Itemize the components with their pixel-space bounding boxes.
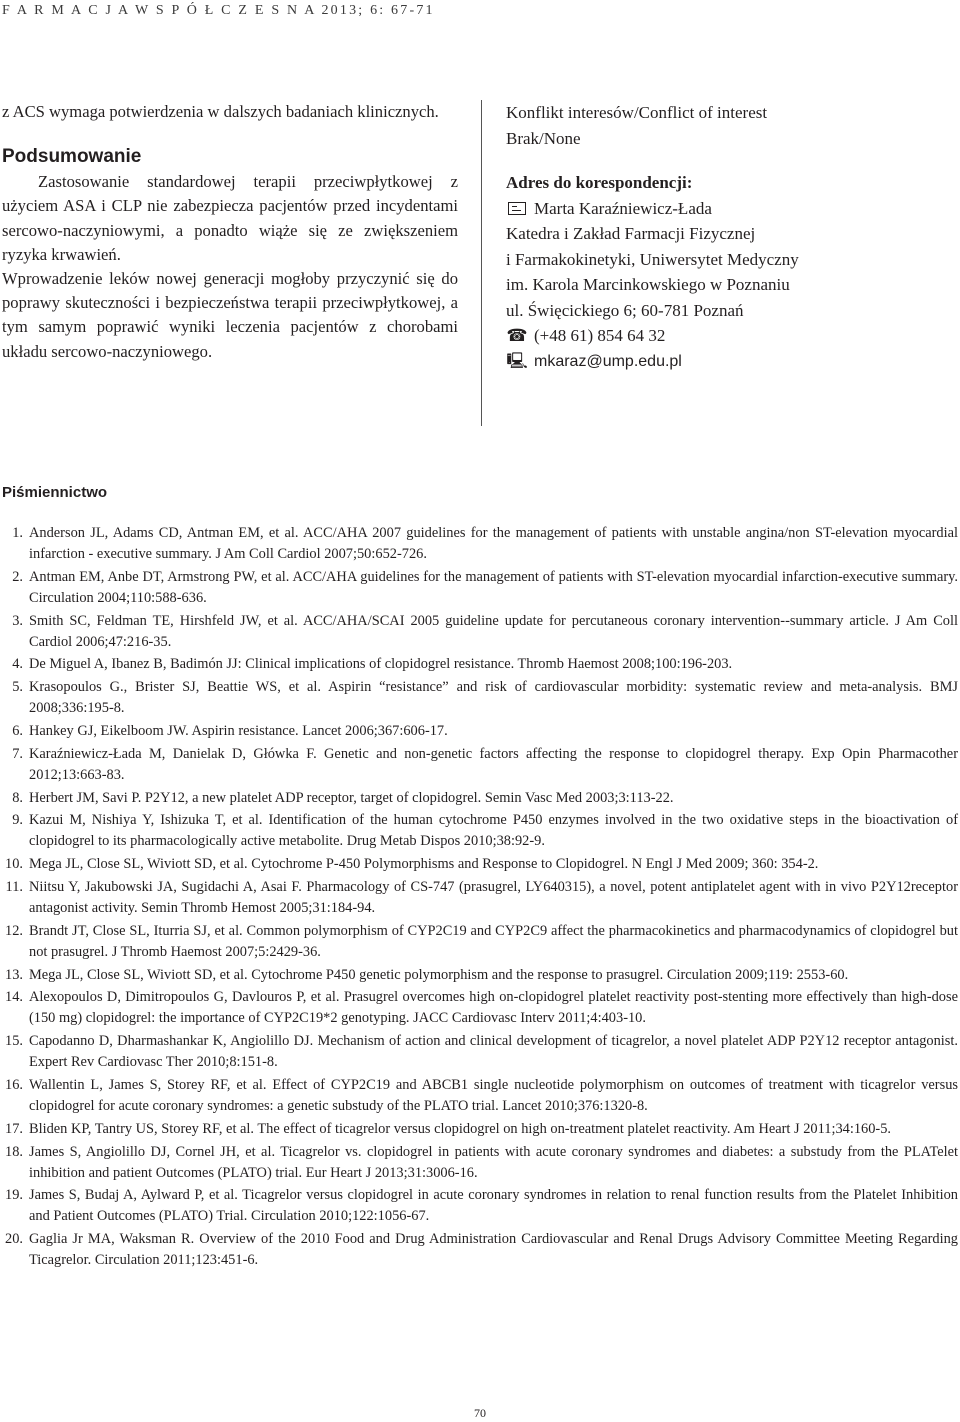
running-head: F A R M A C J A W S P Ó Ł C Z E S N A 2013; 6: 67-71 — [2, 3, 435, 18]
column-divider — [481, 100, 482, 426]
summary-paragraph-2: Wprowadzenie leków nowej generacji mogłoby przyczynić się do poprawy skuteczności i bezpieczeństwa terapii przeciwpłytkowej, a tym samym poprawić wyniki leczenia pacjentów z chorobami układu sercowo-naczyniowego. — [2, 269, 458, 361]
reference-item — [2, 987, 958, 1029]
university: im. Karola Marcinkowskiego w Poznaniu — [506, 275, 790, 294]
department: Katedra i Zakład Farmacji Fizycznej — [506, 224, 756, 243]
phone-line — [506, 323, 946, 349]
reference-item — [2, 854, 958, 875]
reference-item — [2, 1185, 958, 1227]
reference-number: 16. — [5, 1076, 23, 1093]
reference-number: 10. — [5, 856, 23, 873]
conflict-value: Brak/None — [506, 128, 581, 148]
phone-number: (+48 61) 854 64 32 — [534, 326, 666, 345]
reference-number: 9. — [12, 812, 23, 829]
references-heading: Piśmiennictwo — [2, 484, 108, 501]
department-2: i Farmakokinetyki, Uniwersytet Medyczny — [506, 249, 799, 269]
email-line — [506, 349, 946, 375]
reference-text: Smith SC, Feldman TE, Hirshfeld JW, et al. ACC/AHA/SCAI 2005 guideline update for percutaneous coronary intervention--summary article. J Am Coll Cardiol 2006;47:216-35. — [29, 612, 958, 650]
reference-text: Hankey GJ, Eikelboom JW. Aspirin resistance. Lancet 2006;367:606-17. — [29, 722, 448, 739]
phone-icon: ☎ — [506, 326, 528, 345]
reference-item — [2, 654, 958, 675]
reference-number: 11. — [5, 878, 23, 895]
reference-item — [2, 677, 958, 719]
reference-number: 7. — [12, 745, 23, 762]
reference-number: 12. — [5, 922, 23, 939]
reference-number: 18. — [5, 1143, 23, 1160]
reference-item — [2, 744, 958, 786]
email-link[interactable]: mkaraz@ump.edu.pl — [534, 352, 682, 370]
reference-number: 20. — [5, 1231, 23, 1248]
reference-text: Capodanno D, Dharmashankar K, Angiolillo DJ. Mechanism of action and clinical development of ticagrelor, a novel platelet ADP P2Y12 receptor antagonist. Expert Rev Cardiovasc Ther 2010;8:151-8. — [29, 1033, 958, 1071]
reference-item — [2, 788, 958, 809]
page-number: 70 — [474, 1406, 486, 1420]
reference-number: 3. — [12, 612, 23, 629]
reference-item — [2, 1075, 958, 1117]
reference-text: Gaglia Jr MA, Waksman R. Overview of the 2010 Food and Drug Administration Cardiovascular and Renal Drugs Advisory Committee Meeting Regarding Ticagrelor. Circulation 2011;123:451-6. — [29, 1231, 958, 1269]
summary-paragraph-1: Zastosowanie standardowej terapii przeciwpłytkowej z użyciem ASA i CLP nie zabezpiecza pacjentów przed incydentami sercowo-naczyniowymi, a ponadto wiąże się ze zwiększeniem ryzyka krwawień. — [2, 172, 458, 264]
reference-text: Anderson JL, Adams CD, Antman EM, et al. ACC/AHA 2007 guidelines for the management of patients with unstable angina/non ST-elevation myocardial infarction - executive summary. J Am Coll Cardiol 2007;50:652-726. — [29, 525, 958, 562]
reference-text: Krasopoulos G., Brister SJ, Beattie WS, et al. Aspirin “resistance” and risk of cardiovascular morbidity: systematic review and meta-analysis. BMJ 2008;336:195-8. — [29, 679, 958, 717]
reference-number: 8. — [12, 789, 23, 806]
reference-number: 19. — [5, 1187, 23, 1204]
street: ul. Święcickiego 6; 60-781 Poznań — [506, 300, 744, 320]
summary-heading: Podsumowanie — [2, 146, 142, 168]
reference-number: 17. — [5, 1120, 23, 1137]
reference-text: Wallentin L, James S, Storey RF, et al. Effect of CYP2C19 and ABCB1 single nucleotide polymorphism on outcomes of treatment with ticagrelor versus clopidogrel for acute coronary syndromes: a genetic substudy of the PLATO trial. Lancet 2010;376:1320-8. — [29, 1076, 958, 1114]
reference-item — [2, 1031, 958, 1073]
reference-text: Bliden KP, Tantry US, Storey RF, et al. The effect of ticagrelor versus clopidogrel on high on-treatment platelet reactivity. Am Heart J 2011;34:160-5. — [29, 1120, 892, 1137]
reference-number: 15. — [5, 1033, 23, 1050]
reference-text: Niitsu Y, Jakubowski JA, Sugidachi A, Asai F. Pharmacology of CS-747 (prasugrel, LY640315), a novel, potent antiplatelet agent with in vivo P2Y12receptor antagonist activity. Semin Thromb Hemost 2005;31:184-94. — [29, 878, 958, 916]
intro-continuation: z ACS wymaga potwierdzenia w dalszych badaniach klinicznych. — [2, 102, 439, 121]
contact-name: Marta Karaźniewicz-Łada — [534, 198, 712, 218]
reference-item — [2, 611, 958, 653]
reference-item — [2, 810, 958, 852]
reference-item — [2, 965, 958, 986]
reference-text: Alexopoulos D, Dimitropoulos G, Davlouros P, et al. Prasugrel overcomes high on-clopidogrel platelet reactivity post-stenting more effectively than high-dose (150 mg) clopidogrel: the importance of CYP2C19*2 genotyping. JACC Cardiovasc Interv 2011;4:403-10. — [29, 989, 958, 1027]
reference-number: 14. — [5, 989, 23, 1006]
reference-text: James S, Budaj A, Aylward P, et al. Ticagrelor versus clopidogrel in acute coronary syndromes in relation to renal function results from the Platelet Inhibition and Patient Outcomes (PLATO) Trial. Circulation 2010;122:1056-67. — [29, 1187, 958, 1225]
reference-text: Karaźniewicz-Łada M, Danielak D, Główka F. Genetic and non-genetic factors affecting the response to clopidogrel therapy. Exp Opin Pharmacother 2012;13:663-83. — [29, 745, 958, 783]
reference-text: James S, Angiolillo DJ, Cornel JH, et al. Ticagrelor vs. clopidogrel in patients with acute coronary syndromes and diabetes: a substudy from the PLATelet inhibition and patient Outcomes (PLATO) trial. Eur Heart J 2013;31:3006-16. — [29, 1143, 958, 1181]
address-heading: Adres do korespondencji: — [506, 173, 693, 192]
conflict-label: Konflikt interesów/Conflict of interest — [506, 103, 768, 122]
envelope-icon — [506, 196, 528, 222]
left-column — [2, 100, 458, 364]
reference-item — [2, 1142, 958, 1184]
reference-item — [2, 921, 958, 963]
contact-name-line — [506, 196, 946, 222]
reference-text: De Miguel A, Ibanez B, Badimón JJ: Clinical implications of clopidogrel resistance. Thromb Haemost 2008;100:196-203. — [29, 656, 733, 673]
reference-text: Herbert JM, Savi P. P2Y12, a new platelet ADP receptor, target of clopidogrel. Semin Vasc Med 2003;3:113-22. — [29, 789, 674, 806]
reference-item — [2, 721, 958, 742]
reference-text: Antman EM, Anbe DT, Armstrong PW, et al. ACC/AHA guidelines for the management of patients with ST-elevation myocardial infarction-executive summary. Circulation 2004;110:588-636. — [29, 568, 958, 606]
reference-text: Mega JL, Close SL, Wiviott SD, et al. Cytochrome P450 genetic polymorphism and the response to prasugrel. Circulation 2009;119: 2553-60. — [29, 966, 849, 983]
reference-number: 4. — [12, 656, 23, 673]
reference-text: Kazui M, Nishiya Y, Ishizuka T, et al. Identification of the human cytochrome P450 enzymes involved in the two oxidative steps in the bioactivation of clopidogrel to its pharmacologically active metabolite. Drug Metab Dispos 2010;38:92-9. — [29, 812, 958, 850]
reference-number: 5. — [12, 679, 23, 696]
reference-item — [2, 1119, 958, 1140]
reference-item — [2, 877, 958, 919]
reference-number: 13. — [5, 966, 23, 983]
reference-item — [2, 1229, 958, 1271]
reference-number: 6. — [12, 722, 23, 739]
reference-text: Brandt JT, Close SL, Iturria SJ, et al. Common polymorphism of CYP2C19 and CYP2C9 affect the pharmacokinetics and pharmacodynamics of clopidogrel but not prasugrel. J Thromb Haemost 2007;5:2429-36. — [29, 922, 958, 960]
reference-text: Mega JL, Close SL, Wiviott SD, et al. Cytochrome P-450 Polymorphisms and Response to Clopidogrel. N Engl J Med 2009; 360: 354-2. — [29, 856, 819, 873]
reference-item — [2, 523, 958, 565]
reference-item — [2, 567, 958, 609]
reference-number: 2. — [12, 568, 23, 585]
reference-number: 1. — [12, 525, 23, 541]
references-list — [2, 523, 958, 1273]
right-column — [506, 100, 946, 374]
computer-icon: 🖳 — [506, 352, 528, 370]
